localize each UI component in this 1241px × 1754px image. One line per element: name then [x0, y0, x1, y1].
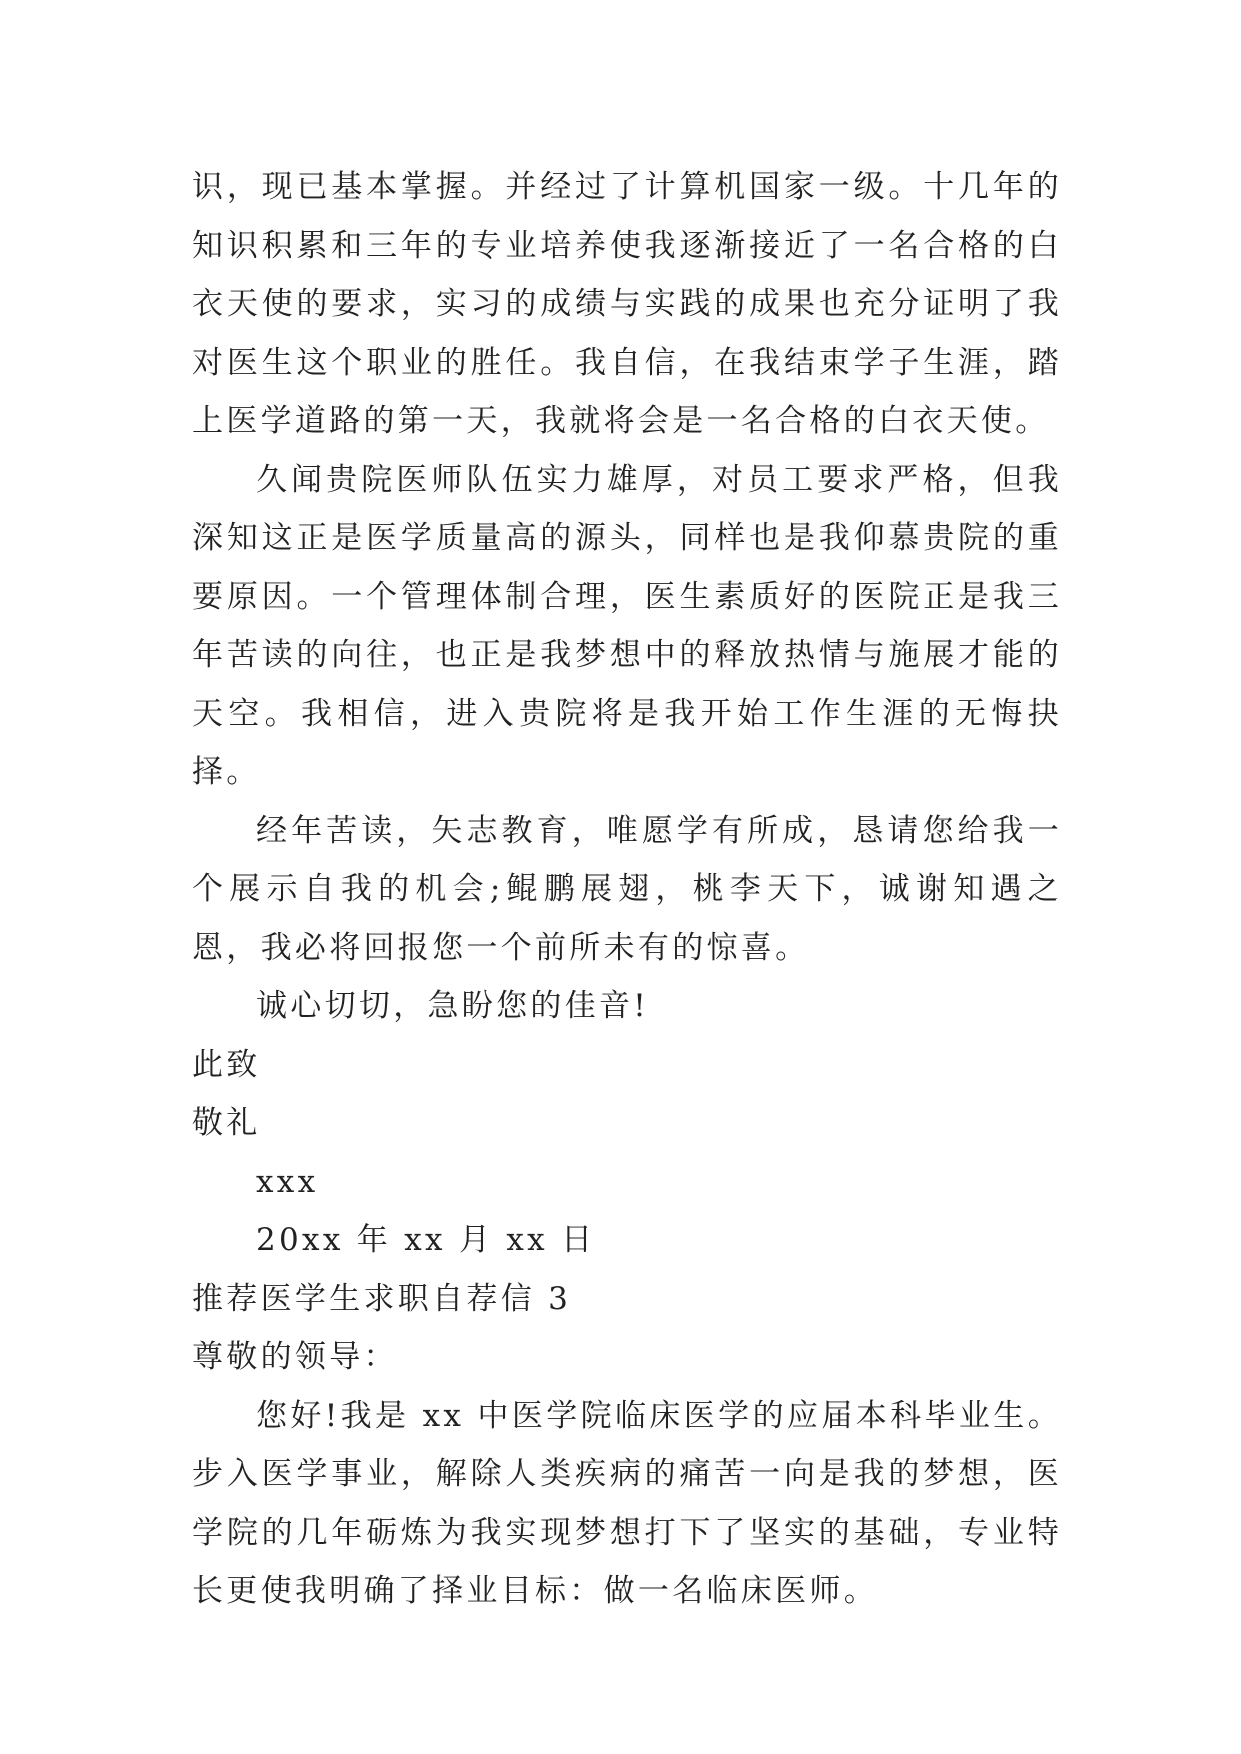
- date-line: 20xx 年 xx 月 xx 日: [256, 1222, 596, 1258]
- document-body: [192, 158, 1062, 1621]
- paragraph-await-reply: 诚心切切，急盼您的佳音!: [256, 988, 650, 1024]
- paragraph-hospital-praise: 久闻贵院医师队伍实力雄厚，对员工要求严格，但我深知这正是医学质量高的源头，同样也是我仰慕贵院的重要原因。一个管理体制合理，医生素质好的医院正是我三年苦读的向往，也正是我梦想中的释放热情与施展才能的天空。我相信，进入贵院将是我开始工作生涯的无悔抉择。: [192, 461, 1062, 790]
- section-title: 推荐医学生求职自荐信 3: [192, 1280, 572, 1317]
- closing-line-2: 敬礼: [192, 1105, 261, 1141]
- paragraph-request-opportunity: 经年苦读，矢志教育，唯愿学有所成，恳请您给我一个展示自我的机会;鲲鹏展翅，桃李天下，诚谢知遇之恩，我必将回报您一个前所未有的惊喜。: [192, 812, 1062, 966]
- closing-line-1: 此致: [192, 1046, 261, 1083]
- paragraph-letter3-intro: 您好!我是 xx 中医学院临床医学的应届本科毕业生。步入医学事业，解除人类疾病的痛苦一向是我的梦想，医学院的几年砺炼为我实现梦想打下了坚实的基础，专业特长更使我明确了择业目标：做一名临床医师。: [192, 1397, 1062, 1609]
- paragraph-continuation: 识，现已基本掌握。并经过了计算机国家一级。十几年的知识积累和三年的专业培养使我逐渐接近了一名合格的白衣天使的要求，实习的成绩与实践的成果也充分证明了我对医生这个职业的胜任。我自信，在我结束学子生涯，踏上医学道路的第一天，我就将会是一名合格的白衣天使。: [192, 169, 1062, 439]
- salutation: 尊敬的领导：: [192, 1339, 398, 1375]
- signature: xxx: [256, 1163, 319, 1200]
